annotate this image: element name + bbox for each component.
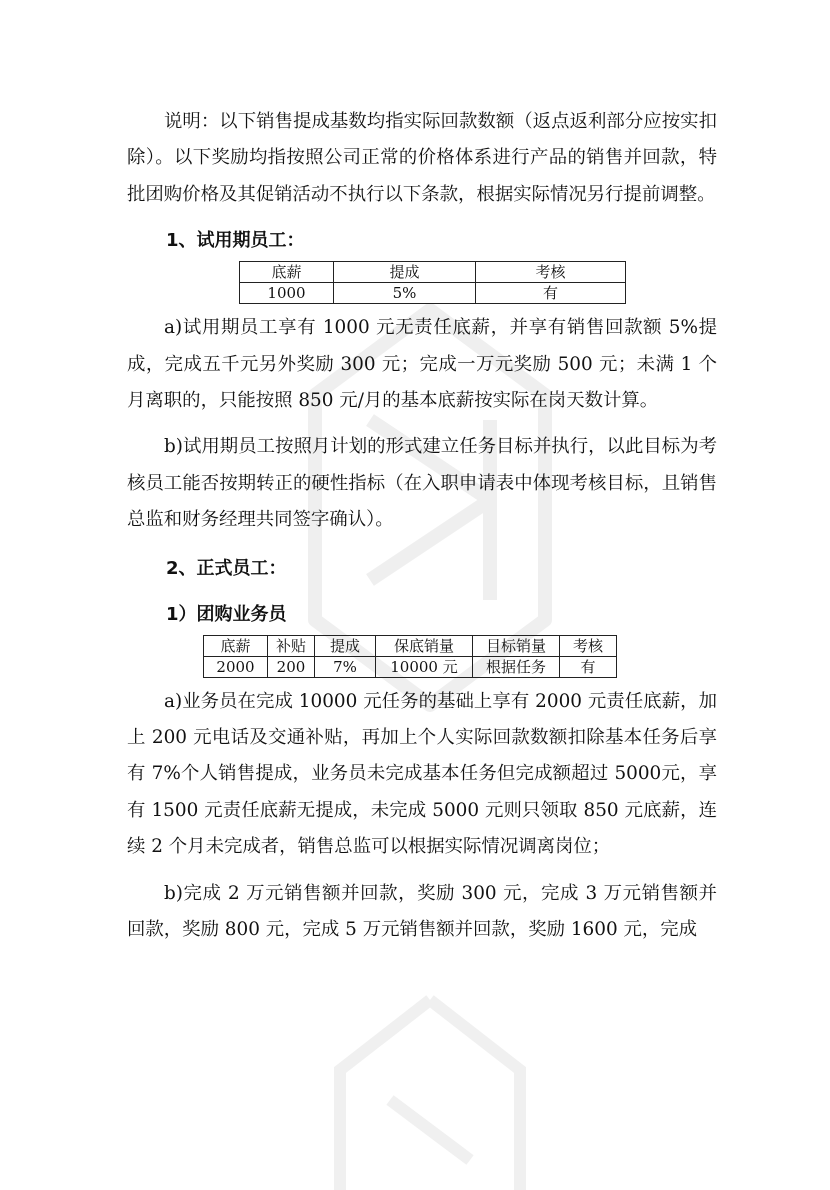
table-cell: 1000 (240, 283, 334, 304)
table-cell: 根据任务 (473, 656, 560, 677)
table-header-row (240, 262, 626, 283)
probation-salary-table (239, 261, 626, 304)
table-header-cell: 提成 (334, 262, 476, 283)
section-heading-regular: 2、正式员工： (166, 557, 287, 579)
group-sales-paragraph-b: b)完成 2 万元销售额并回款，奖励 300 元，完成 3 万元销售额并回款，奖励 800 元，完成 5 万元销售额并回款，奖励 1600 元，完成 (127, 882, 717, 941)
table-header-cell: 补贴 (268, 635, 315, 656)
table-cell: 7% (315, 656, 376, 677)
table-row (240, 283, 626, 304)
table-cell: 2000 (204, 656, 268, 677)
table-cell: 10000 元 (376, 656, 473, 677)
table-header-row (204, 635, 617, 656)
table-header-cell: 目标销量 (473, 635, 560, 656)
table-header-cell: 底薪 (204, 635, 268, 656)
table-cell: 有 (476, 283, 626, 304)
probation-paragraph-a: a)试用期员工享有 1000 元无责任底薪，并享有销售回款额 5%提成，完成五千元另外奖励 300 元；完成一万元奖励 500 元；未满 1 个月离职的，只能按照 850 元/月的基本底薪按实际在岗天数计算。 (127, 317, 717, 412)
table-cell: 5% (334, 283, 476, 304)
table-cell: 有 (560, 656, 617, 677)
table-header-cell: 考核 (560, 635, 617, 656)
intro-paragraph: 说明：以下销售提成基数均指实际回款数额（返点返利部分应按实扣除）。以下奖励均指按照公司正常的价格体系进行产品的销售并回款，特批团购价格及其促销活动不执行以下条款，根据实际情况另行提前调整。 (127, 111, 717, 205)
table-header-cell: 提成 (315, 635, 376, 656)
table-header-cell: 考核 (476, 262, 626, 283)
probation-paragraph-b: b)试用期员工按照月计划的形式建立任务目标并执行，以此目标为考核员工能否按期转正的硬性指标（在入职申请表中体现考核目标，且销售总监和财务经理共同签字确认）。 (127, 436, 717, 531)
table-cell: 200 (268, 656, 315, 677)
table-header-cell: 保底销量 (376, 635, 473, 656)
subsection-heading-group-sales: 1）团购业务员 (166, 603, 287, 625)
section-heading-probation: 1、试用期员工： (166, 230, 305, 252)
table-header-cell: 底薪 (240, 262, 334, 283)
group-sales-salary-table (203, 635, 617, 678)
document-body (127, 104, 717, 949)
table-row (204, 656, 617, 677)
watermark-logo-bottom (330, 990, 530, 1190)
group-sales-paragraph-a: a)业务员在完成 10000 元任务的基础上享有 2000 元责任底薪，加上 200 元电话及交通补贴，再加上个人实际回款数额扣除基本任务后享有 7%个人销售提成，业务员未完成基本任务但完成额超过 5000元，享有 1500 元责任底薪无提成，未完成 5000 元则只领取 850 元底薪，连续 2 个月未完成者，销售总监可以根据实际情况调离岗位； (127, 690, 717, 858)
